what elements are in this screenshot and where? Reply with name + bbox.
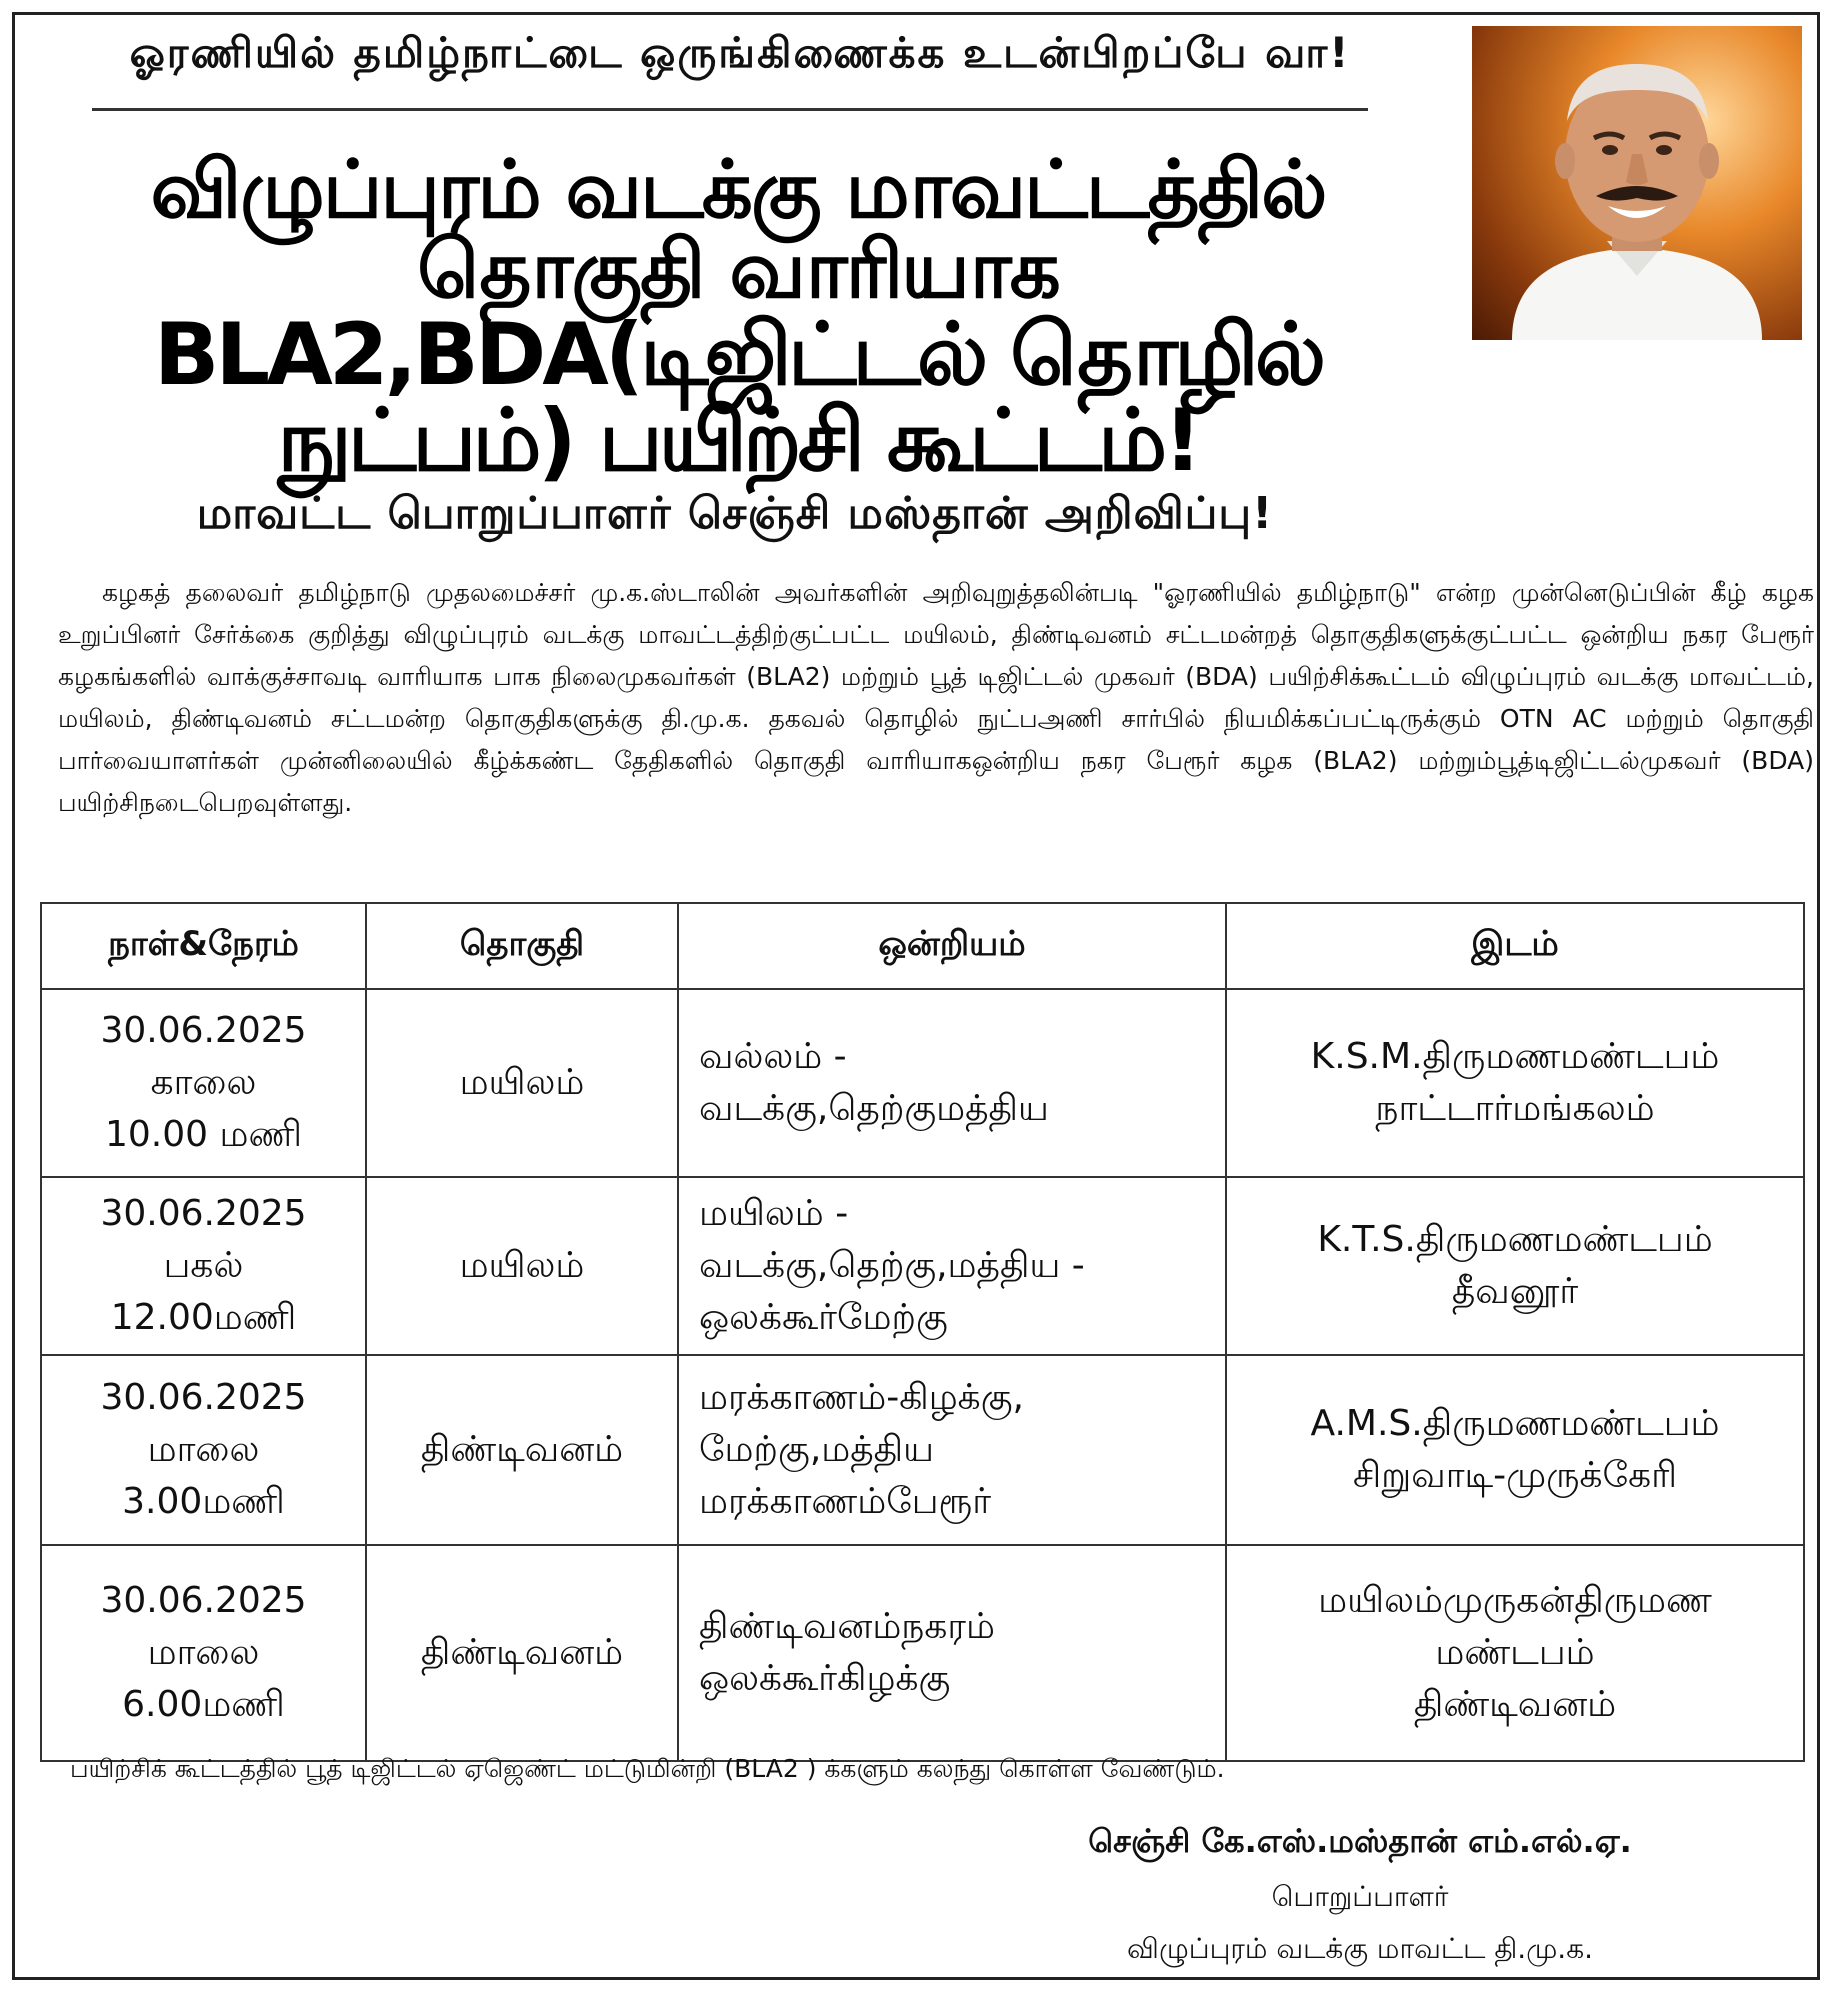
union-line: வல்லம் - bbox=[699, 1036, 847, 1077]
header-date-time: நாள்&நேரம் bbox=[41, 903, 366, 989]
leader-photo bbox=[1472, 26, 1802, 340]
table-row bbox=[41, 1177, 1804, 1355]
union-line: வடக்கு,தெற்கு,மத்திய - bbox=[699, 1245, 1085, 1286]
time: 10.00 மணி bbox=[104, 1114, 302, 1155]
schedule-table bbox=[40, 902, 1805, 1762]
time: 3.00மணி bbox=[122, 1481, 285, 1522]
slogan: ஓரணியில் தமிழ்நாட்டை ஒருங்கிணைக்க உடன்பிறப்பே வா! bbox=[129, 28, 1351, 77]
venue-line: K.T.S.திருமணமண்டபம் bbox=[1317, 1219, 1713, 1260]
session: மாலை bbox=[147, 1429, 260, 1470]
union-line: வடக்கு,தெற்குமத்திய bbox=[699, 1088, 1049, 1129]
time: 6.00மணி bbox=[122, 1684, 285, 1725]
header-venue: இடம் bbox=[1226, 903, 1804, 989]
union-line: மயிலம் - bbox=[699, 1193, 849, 1234]
union-line: திண்டிவனம்நகரம் bbox=[699, 1606, 995, 1647]
union-line: மேற்கு,மத்திய bbox=[699, 1429, 935, 1470]
venue-cell bbox=[1226, 1545, 1804, 1761]
date: 30.06.2025 bbox=[100, 1010, 307, 1051]
union-cell bbox=[678, 1355, 1226, 1545]
venue-line: தீவனூர் bbox=[1451, 1271, 1579, 1312]
table-header-row bbox=[41, 903, 1804, 989]
venue-line: K.S.M.திருமணமண்டபம் bbox=[1310, 1036, 1720, 1077]
table-row bbox=[41, 1355, 1804, 1545]
session: மாலை bbox=[147, 1632, 260, 1673]
union-line: மரக்காணம்-கிழக்கு, bbox=[699, 1377, 1024, 1418]
union-line: ஒலக்கூர்கிழக்கு bbox=[699, 1658, 951, 1699]
date-time-cell bbox=[41, 989, 366, 1177]
union-line: மரக்காணம்பேரூர் bbox=[699, 1481, 992, 1522]
date: 30.06.2025 bbox=[100, 1193, 307, 1234]
date: 30.06.2025 bbox=[100, 1377, 307, 1418]
table-row bbox=[41, 989, 1804, 1177]
union-line: ஒலக்கூர்மேற்கு bbox=[699, 1297, 948, 1338]
venue-line: A.M.S.திருமணமண்டபம் bbox=[1310, 1403, 1720, 1444]
time: 12.00மணி bbox=[110, 1297, 297, 1338]
portrait-illustration bbox=[1472, 26, 1802, 340]
signatory-name: செஞ்சி கே.எஸ்.மஸ்தான் எம்.எல்.ஏ. bbox=[1088, 1822, 1632, 1860]
date-time-cell bbox=[41, 1177, 366, 1355]
constituency-cell: திண்டிவனம் bbox=[366, 1545, 678, 1761]
table-row bbox=[41, 1545, 1804, 1761]
date-time-cell bbox=[41, 1545, 366, 1761]
union-cell bbox=[678, 1177, 1226, 1355]
venue-line: மண்டபம் bbox=[1435, 1632, 1595, 1673]
date-time-cell bbox=[41, 1355, 366, 1545]
union-cell bbox=[678, 1545, 1226, 1761]
venue-line: நாட்டார்மங்கலம் bbox=[1375, 1088, 1655, 1129]
venue-cell bbox=[1226, 1177, 1804, 1355]
paragraph-text: கழகத் தலைவர் தமிழ்நாடு முதலமைச்சர் மு.க.ஸ்டாலின் அவர்களின் அறிவுறுத்தலின்படி "ஓரணியில் தமிழ்நாடு" என்ற முன்னெடுப்பின் கீழ் கழக உறுப்பினர் சேர்க்கை குறித்து விழுப்புரம் வடக்கு மாவட்டத்திற்குட்பட்ட மயிலம், திண்டிவனம் சட்டமன்றத் தொகுதிகளுக்குட்பட்ட ஒன்றிய நகர பேரூர் கழகங்களில் வாக்குச்சாவடி வாரியாக பாக நிலைமுகவர்கள் (BLA2) மற்றும் பூத் டிஜிட்டல் முகவர் (BDA) பயிற்சிக்கூட்டம் விழுப்புரம் வடக்கு மாவட்டம், மயிலம், திண்டிவனம் சட்டமன்ற தொகுதிகளுக்கு தி.மு.க. தகவல் தொழில் நுட்பஅணி சார்பில் நியமிக்கப்பட்டிருக்கும் OTN AC மற்றும் தொகுதி பார்வையாளர்கள் முன்னிலையில் கீழ்க்கண்ட தேதிகளில் தொகுதி வாரியாகஒன்றிய நகர பேரூர் கழக (BLA2) மற்றும்பூத்டிஜிட்டல்முகவர் (BDA) பயிற்சிநடைபெறவுள்ளது. bbox=[58, 578, 1814, 817]
header-union: ஒன்றியம் bbox=[678, 903, 1226, 989]
signatory-role: பொறுப்பாளர் bbox=[1271, 1880, 1449, 1913]
headline-line-1: விழுப்புரம் வடக்கு மாவட்டத்தில் தொகுதி வாரியாக bbox=[150, 143, 1326, 316]
venue-line: மயிலம்முருகன்திருமண bbox=[1318, 1580, 1712, 1621]
date: 30.06.2025 bbox=[100, 1580, 307, 1621]
union-cell bbox=[678, 989, 1226, 1177]
headline-line-2: BLA2,BDA(டிஜிட்டல் தொழில் நுட்பம்) பயிற்சி கூட்டம்! bbox=[153, 305, 1323, 491]
session: காலை bbox=[150, 1062, 257, 1103]
constituency-cell: திண்டிவனம் bbox=[366, 1355, 678, 1545]
venue-line: திண்டிவனம் bbox=[1413, 1684, 1617, 1725]
header-constituency: தொகுதி bbox=[366, 903, 678, 989]
venue-cell bbox=[1226, 1355, 1804, 1545]
venue-cell bbox=[1226, 989, 1804, 1177]
session: பகல் bbox=[163, 1245, 244, 1286]
slogan-underline bbox=[92, 108, 1368, 111]
footnote: பயிற்சிக் கூட்டத்தில் பூத் டிஜிட்டல் ஏஜெண்ட் மட்டுமின்றி (BLA2 ) க்களும் கலந்து கொள்ள வேண்டும். bbox=[70, 1754, 1225, 1783]
venue-line: சிறுவாடி-முருக்கேரி bbox=[1352, 1455, 1678, 1496]
signatory-organization: விழுப்புரம் வடக்கு மாவட்ட தி.மு.க. bbox=[1126, 1932, 1594, 1965]
announcement-paragraph bbox=[58, 572, 1814, 824]
constituency-cell: மயிலம் bbox=[366, 989, 678, 1177]
constituency-cell: மயிலம் bbox=[366, 1177, 678, 1355]
announcement-heading: மாவட்ட பொறுப்பாளர் செஞ்சி மஸ்தான் அறிவிப்பு! bbox=[196, 488, 1274, 539]
